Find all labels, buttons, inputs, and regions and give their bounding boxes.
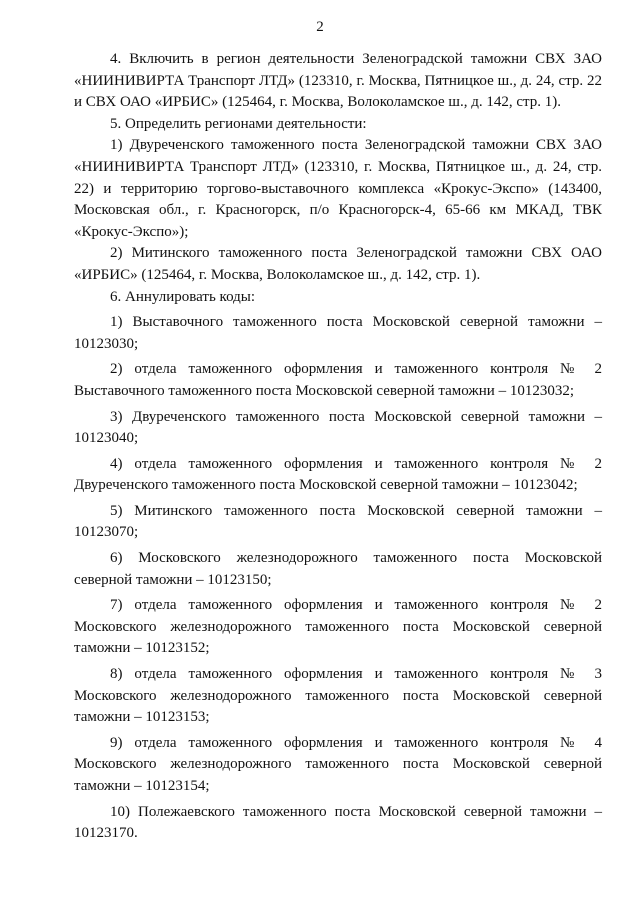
- paragraph-item-5-2: 2) Митинского таможенного поста Зеленоградской таможни СВХ ОАО «ИРБИС» (125464, г. Москва, Волоколамское ш., д. 142, стр. 1).: [74, 245, 602, 283]
- paragraph-item-5-1: 1) Двуреченского таможенного поста Зеленоградской таможни СВХ ЗАО «НИИНИВИРТА Транспорт ЛТД» (123310, г. Москва, Пятницкое ш., д. 24, стр. 22) и территорию торгово-выставочного комплекса «Крокус-Экспо» (143400, Московская обл., г. Красногорск, п/о Красногорск-4, 65-66 км МКАД, ТВК «Крокус-Экспо»);: [74, 137, 602, 240]
- paragraph-item-6-7: 7) отдела таможенного оформления и таможенного контроля № 2 Московского железнодорожного таможенного поста Московской северной таможни – 10123152;: [74, 597, 602, 657]
- paragraph-item-6-1: 1) Выставочного таможенного поста Московской северной таможни – 10123030;: [74, 314, 602, 352]
- paragraph-item-6-2: 2) отдела таможенного оформления и таможенного контроля № 2 Выставочного таможенного поста Московской северной таможни – 10123032;: [74, 361, 602, 399]
- paragraph-item-5-heading: 5. Определить регионами деятельности:: [110, 115, 367, 132]
- paragraph-item-4: 4. Включить в регион деятельности Зеленоградской таможни СВХ ЗАО «НИИНИВИРТА Транспорт ЛТД» (123310, г. Москва, Пятницкое ш., д. 24, стр. 22 и СВХ ОАО «ИРБИС» (125464, г. Москва, Волоколамское ш., д. 142, стр. 1).: [74, 51, 602, 111]
- paragraph-item-6-10: 10) Полежаевского таможенного поста Московской северной таможни – 10123170.: [74, 803, 602, 842]
- paragraph-item-6-3: 3) Двуреченского таможенного поста Московской северной таможни – 10123040;: [74, 408, 602, 447]
- paragraph-item-6-8: 8) отдела таможенного оформления и таможенного контроля № 3 Московского железнодорожного таможенного поста Московской северной таможни – 10123153;: [74, 666, 602, 726]
- paragraph-item-6-heading: 6. Аннулировать коды:: [110, 288, 256, 305]
- document-body: [74, 49, 602, 845]
- paragraph-item-6-6: 6) Московского железнодорожного таможенного поста Московской северной таможни – 10123150;: [74, 550, 602, 588]
- page-number: 2: [316, 19, 324, 35]
- paragraph-item-6-5: 5) Митинского таможенного поста Московской северной таможни – 10123070;: [74, 502, 602, 541]
- paragraph-item-6-9: 9) отдела таможенного оформления и таможенного контроля № 4 Московского железнодорожного таможенного поста Московской северной таможни – 10123154;: [74, 734, 602, 794]
- paragraph-item-6-4: 4) отдела таможенного оформления и таможенного контроля № 2 Двуреченского таможенного поста Московской северной таможни – 10123042;: [74, 455, 602, 494]
